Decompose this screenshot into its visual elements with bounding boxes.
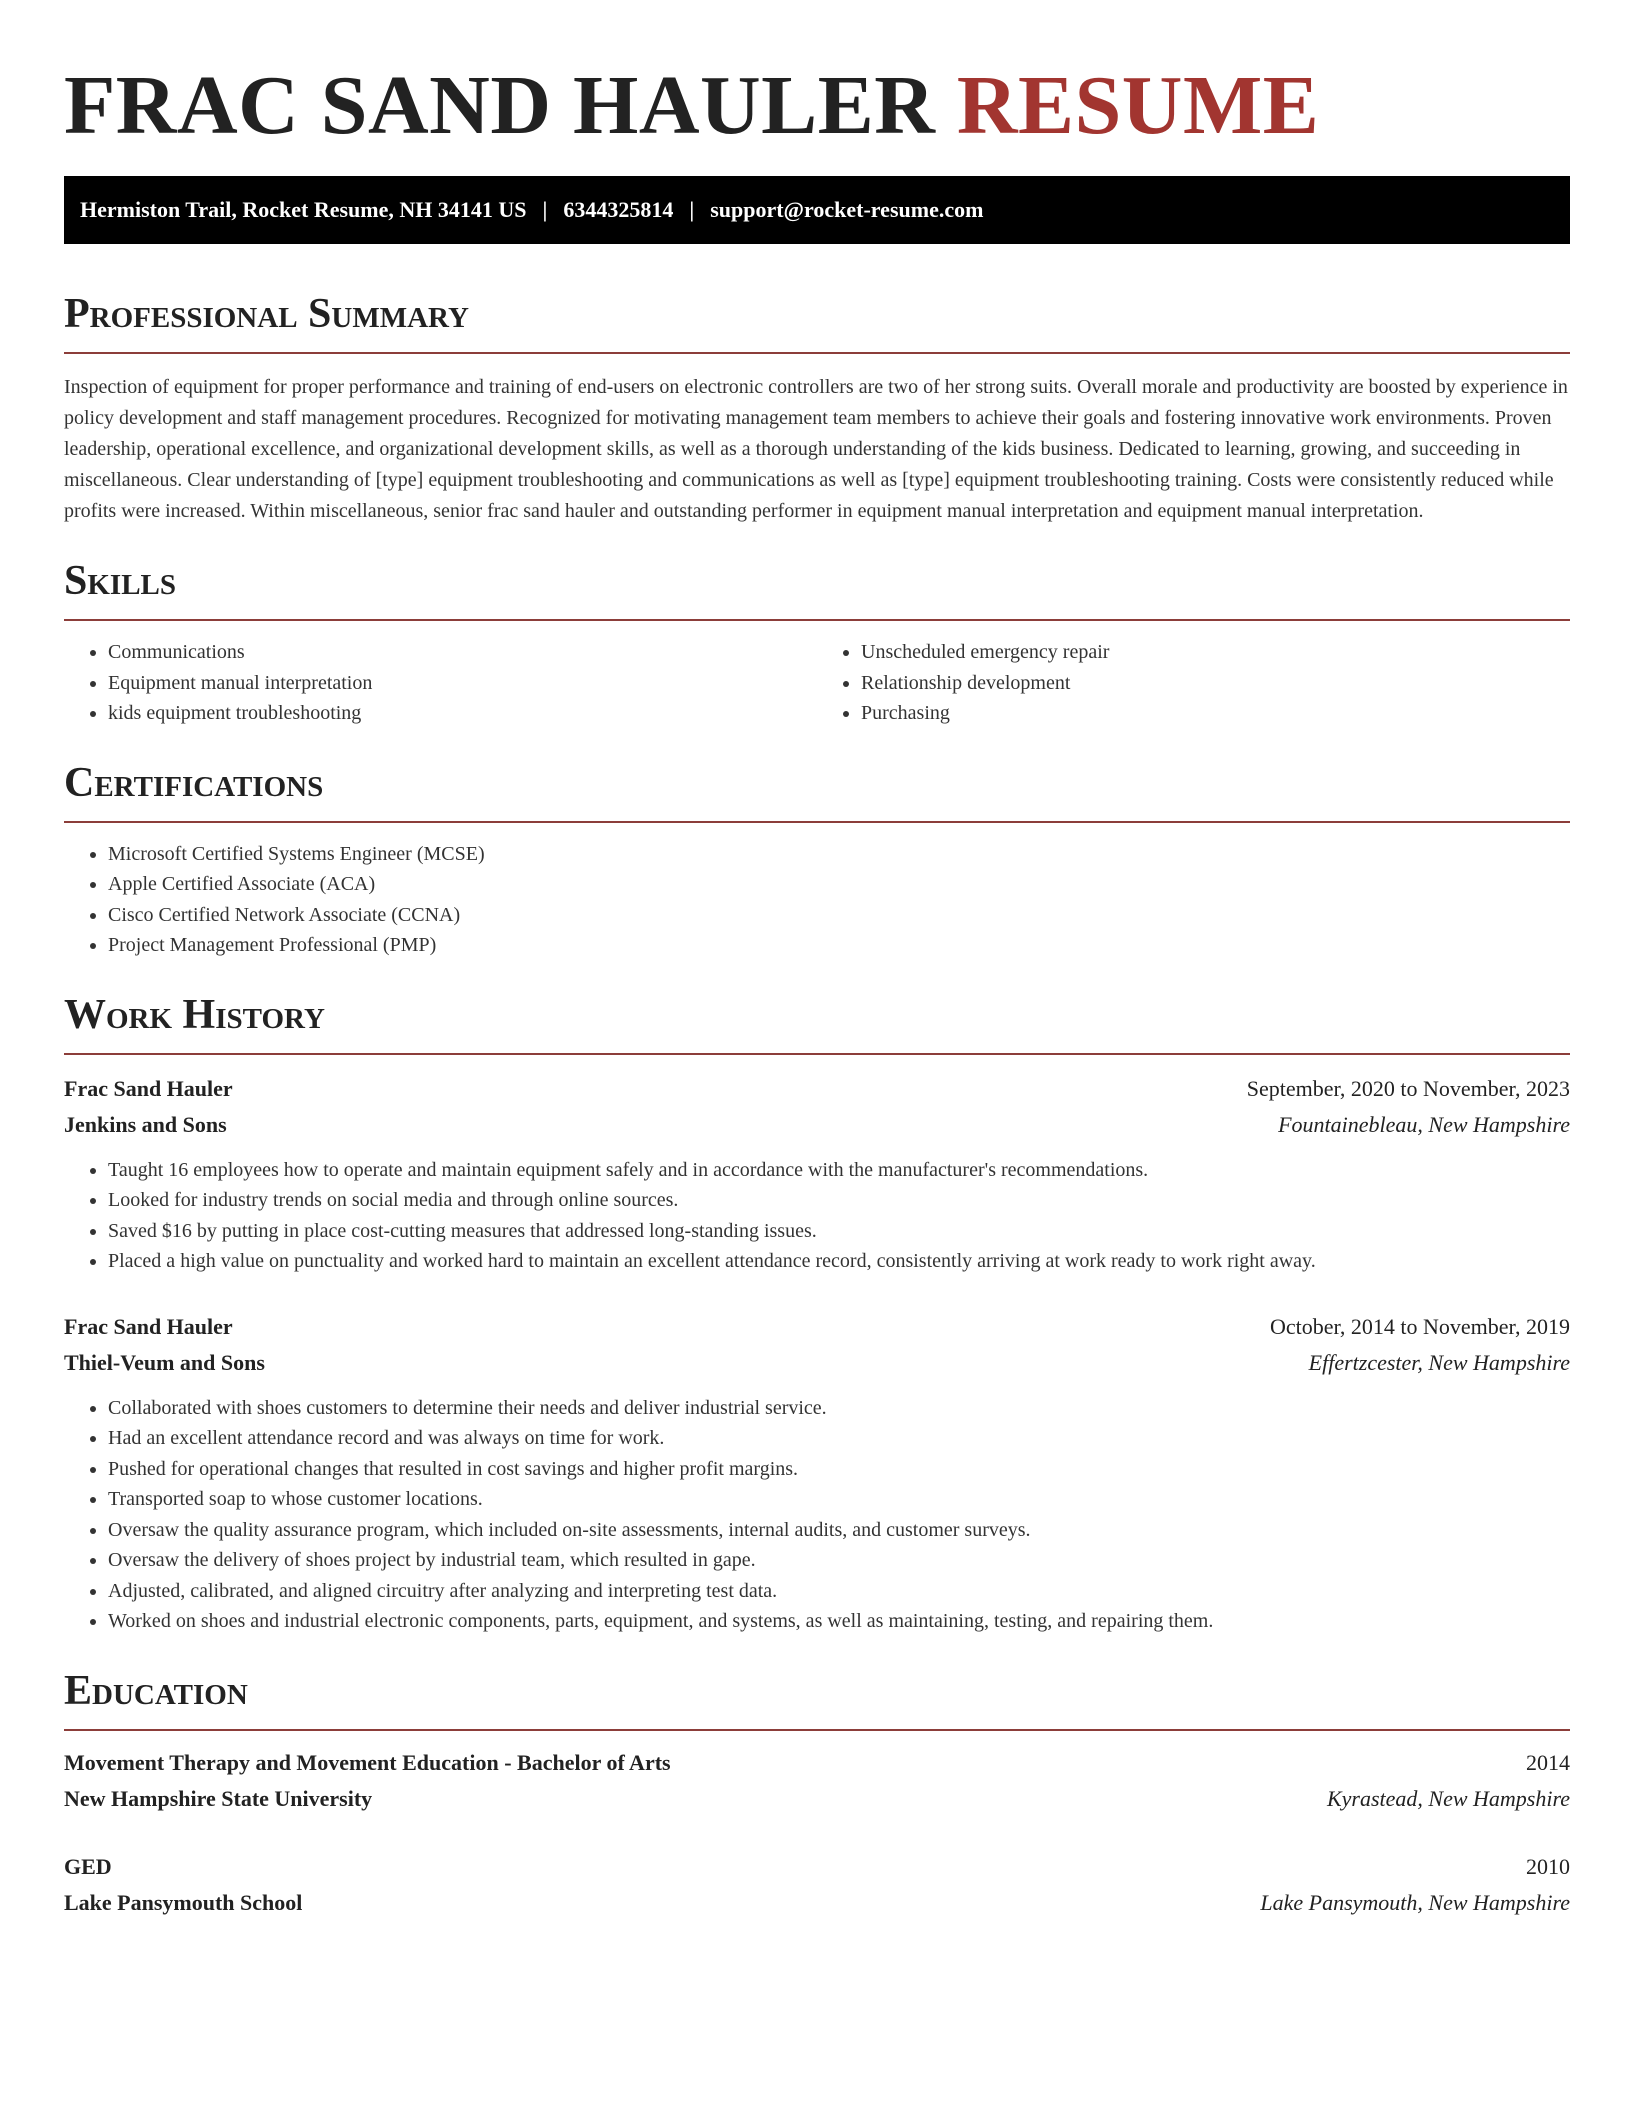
job-title-row <box>64 1071 1570 1107</box>
job-entry <box>64 1071 1570 1277</box>
contact-bar <box>64 176 1570 244</box>
job-bullet: • Saved $16 by putting in place cost-cutting measures that addressed long-standing issues. <box>108 1216 1570 1247</box>
job-bullet: • Worked on shoes and industrial electronic components, parts, equipment, and systems, as well as maintaining, testing, and repairing them. <box>108 1606 1570 1637</box>
skills-heading: Skills <box>64 557 1570 621</box>
job-location: Fountainebleau, New Hampshire <box>1278 1111 1570 1137</box>
contact-separator: | <box>689 197 695 222</box>
resume-title <box>64 56 1570 156</box>
skills-list-right <box>817 637 1570 729</box>
education-degree-row <box>64 1849 1570 1885</box>
job-bullet: • Taught 16 employees how to operate and maintain equipment safely and in accordance with the manufacturer's recommendations. <box>108 1155 1570 1186</box>
job-bullet: • Oversaw the quality assurance program, which included on-site assessments, internal audits, and customer surveys. <box>108 1515 1570 1546</box>
job-dates: September, 2020 to November, 2023 <box>1246 1075 1570 1101</box>
education-school-row <box>64 1885 1570 1921</box>
education-degree-row <box>64 1745 1570 1781</box>
job-bullet: • Looked for industry trends on social media and through online sources. <box>108 1185 1570 1216</box>
job-bullet: • Oversaw the delivery of shoes project by industrial team, which resulted in gape. <box>108 1545 1570 1576</box>
skills-grid <box>64 621 1570 729</box>
job-bullet: • Had an excellent attendance record and was always on time for work. <box>108 1423 1570 1454</box>
skill-item: • Purchasing <box>861 698 1570 729</box>
work-history-heading: Work History <box>64 991 1570 1055</box>
education-entry <box>64 1745 1570 1817</box>
contact-address: Hermiston Trail, Rocket Resume, NH 34141 US <box>80 197 527 222</box>
summary-text: Inspection of equipment for proper performance and training of end-users on electronic controllers are two of her strong suits. Overall morale and productivity are boosted by experience in policy development and staff management procedures. Recognized for motivating management team members to achieve their goals and fostering innovative work environments. Proven leadership, operational excellence, and organizational development skills, as well as a thorough understanding of the kids business. Dedicated to learning, growing, and succeeding in miscellaneous. Clear understanding of [type] equipment troubleshooting and communications as well as [type] equipment troubleshooting training. Costs were consistently reduced while profits were increased. Within miscellaneous, senior frac sand hauler and outstanding performer in equipment manual interpretation and equipment manual interpretation. <box>64 376 1568 522</box>
summary-heading: Professional Summary <box>64 290 1570 354</box>
contact-phone: 6344325814 <box>563 197 674 222</box>
resume-content <box>64 56 1570 1921</box>
job-title: Frac Sand Hauler <box>64 1313 233 1339</box>
skill-item: • Communications <box>108 637 817 668</box>
job-bullet: • Pushed for operational changes that resulted in cost savings and higher profit margins. <box>108 1454 1570 1485</box>
contact-email: support@rocket-resume.com <box>710 197 984 222</box>
education-heading: Education <box>64 1667 1570 1731</box>
education-school: Lake Pansymouth School <box>64 1889 303 1915</box>
contact-separator: | <box>542 197 548 222</box>
job-dates: October, 2014 to November, 2019 <box>1269 1313 1570 1339</box>
education-degree: GED <box>64 1853 112 1879</box>
education-location: Kyrastead, New Hampshire <box>1326 1785 1570 1811</box>
job-bullet: • Placed a high value on punctuality and worked hard to maintain an excellent attendance record, consistently arriving at work ready to work right away. <box>108 1246 1570 1277</box>
job-bullet: • Collaborated with shoes customers to determine their needs and deliver industrial service. <box>108 1393 1570 1424</box>
skill-item: • Relationship development <box>861 668 1570 699</box>
skill-item: • Equipment manual interpretation <box>108 668 817 699</box>
job-bullet: • Transported soap to whose customer locations. <box>108 1484 1570 1515</box>
education-entry <box>64 1849 1570 1921</box>
education-degree: Movement Therapy and Movement Education - Bachelor of Arts <box>64 1749 671 1775</box>
job-bullets <box>64 1393 1570 1637</box>
education-year: 2010 <box>1526 1853 1570 1879</box>
certifications-heading: Certifications <box>64 759 1570 823</box>
education-school-row <box>64 1781 1570 1817</box>
skills-list-left <box>64 637 817 729</box>
job-bullets <box>64 1155 1570 1277</box>
job-location: Effertzcester, New Hampshire <box>1308 1349 1570 1375</box>
certification-item: • Cisco Certified Network Associate (CCNA) <box>108 900 1570 931</box>
job-title-row <box>64 1309 1570 1345</box>
job-entry <box>64 1309 1570 1637</box>
certification-item: • Project Management Professional (PMP) <box>108 930 1570 961</box>
education-school: New Hampshire State University <box>64 1785 373 1811</box>
job-company-row <box>64 1107 1570 1143</box>
education-location: Lake Pansymouth, New Hampshire <box>1260 1889 1570 1915</box>
title-accent: RESUME <box>956 59 1320 152</box>
job-company-row <box>64 1345 1570 1381</box>
job-title: Frac Sand Hauler <box>64 1075 233 1101</box>
certification-item: • Microsoft Certified Systems Engineer (MCSE) <box>108 839 1570 870</box>
job-company: Jenkins and Sons <box>64 1111 227 1137</box>
skill-item: • kids equipment troubleshooting <box>108 698 817 729</box>
skill-item: • Unscheduled emergency repair <box>861 637 1570 668</box>
title-main: FRAC SAND HAULER <box>64 59 936 152</box>
certifications-list <box>64 839 1570 961</box>
education-year: 2014 <box>1526 1749 1570 1775</box>
job-bullet: • Adjusted, calibrated, and aligned circuitry after analyzing and interpreting test data. <box>108 1576 1570 1607</box>
job-company: Thiel-Veum and Sons <box>64 1349 265 1375</box>
certification-item: • Apple Certified Associate (ACA) <box>108 869 1570 900</box>
